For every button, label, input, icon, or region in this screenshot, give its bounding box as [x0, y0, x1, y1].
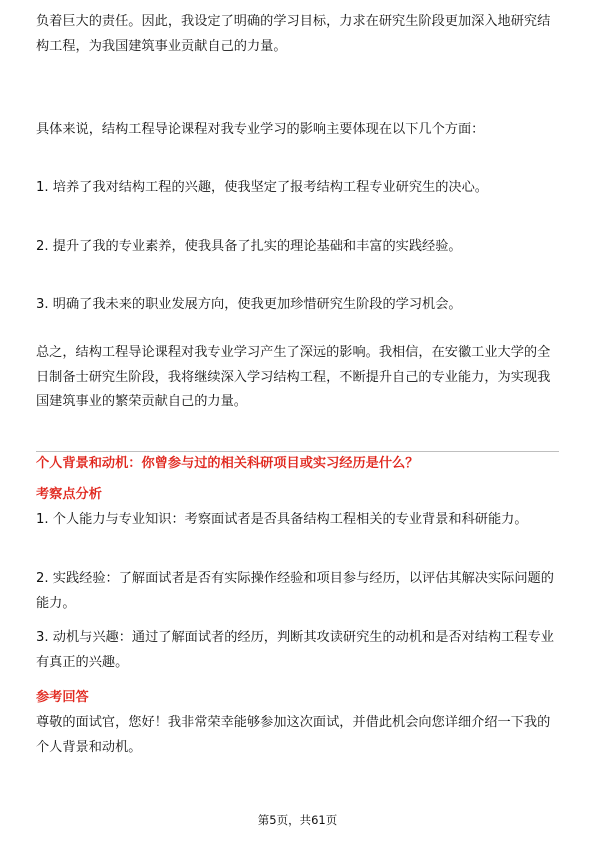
- answer-text: 尊敬的面试官，您好！我非常荣幸能够参加这次面试，并借此机会向您详细介绍一下我的个人背景和动机。: [36, 715, 551, 755]
- page-number-footer: 第5页，共61页: [257, 813, 338, 827]
- analysis-heading: 考察点分析: [36, 487, 102, 502]
- analysis-point-2: 2. 实践经验：了解面试者是否有实际操作经验和项目参与经历，以评估其解决实际问题的能力。: [36, 571, 554, 611]
- answer-heading: 参考回答: [36, 690, 89, 705]
- paragraph-specific: 具体来说，结构工程导论课程对我专业学习的影响主要体现在以下几个方面：: [36, 122, 485, 137]
- paragraph-intro-end: 负着巨大的责任。因此，我设定了明确的学习目标，力求在研究生阶段更加深入地研究结构工程，为我国建筑事业贡献自己的力量。: [36, 14, 551, 54]
- impact-point-2: 2. 提升了我的专业素养，使我具备了扎实的理论基础和丰富的实践经验。: [36, 239, 462, 254]
- analysis-point-1: 1. 个人能力与专业知识：考察面试者是否具备结构工程相关的专业背景和科研能力。: [36, 512, 528, 527]
- impact-point-1: 1. 培养了我对结构工程的兴趣，使我坚定了报考结构工程专业研究生的决心。: [36, 180, 488, 195]
- paragraph-conclusion: 总之，结构工程导论课程对我专业学习产生了深远的影响。我相信，在安徽工业大学的全日制备士研究生阶段，我将继续深入学习结构工程，不断提升自己的专业能力，为实现我国建筑事业的繁荣贡献自己的力量。: [36, 345, 551, 409]
- impact-point-3: 3. 明确了我未来的职业发展方向，使我更加珍惜研究生阶段的学习机会。: [36, 297, 462, 312]
- interview-question: 个人背景和动机：你曾参与过的相关科研项目或实习经历是什么？: [36, 456, 419, 471]
- analysis-point-3: 3. 动机与兴趣：通过了解面试者的经历，判断其攻读研究生的动机和是否对结构工程专业有真正的兴趣。: [36, 630, 554, 670]
